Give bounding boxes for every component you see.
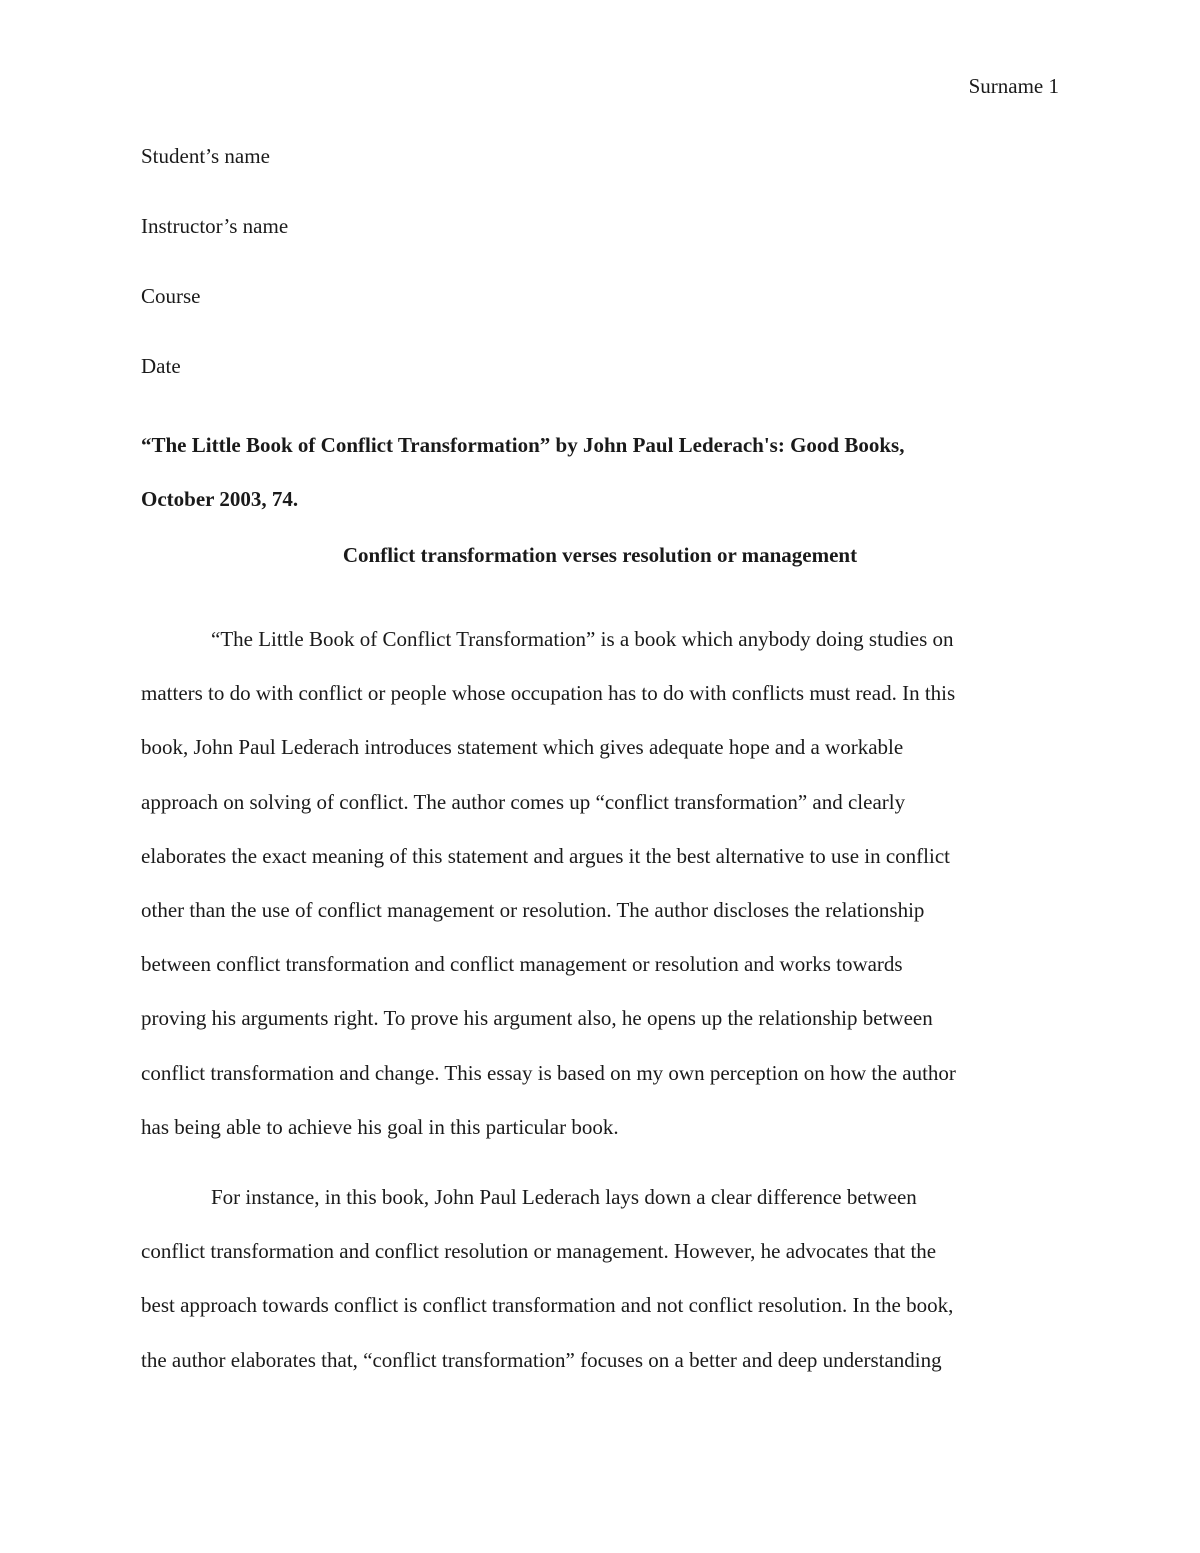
running-head: Surname 1 xyxy=(968,74,1059,98)
paragraph-line: matters to do with conflict or people whose occupation has to do with conflicts must read. In this xyxy=(141,681,956,706)
document-body xyxy=(141,141,1059,1387)
paragraph-line: elaborates the exact meaning of this statement and argues it the best alternative to use in conflict xyxy=(141,843,951,868)
paragraph-line: has being able to achieve his goal in this particular book. xyxy=(141,1114,619,1139)
student-name-line: Student’s name xyxy=(141,144,270,168)
paragraph-line: approach on solving of conflict. The author comes up “conflict transformation” and clearly xyxy=(141,789,906,814)
paragraph-line: conflict transformation and change. This essay is based on my own perception on how the author xyxy=(141,1060,956,1085)
essay-title-line-2: October 2003, 74. xyxy=(141,487,299,511)
paragraph-line: conflict transformation and conflict resolution or management. However, he advocates that the xyxy=(141,1239,937,1264)
instructor-name-line: Instructor’s name xyxy=(141,214,289,238)
essay-title xyxy=(141,418,1059,526)
paragraph-spacer xyxy=(141,1154,1059,1170)
essay-title-line-1: “The Little Book of Conflict Transformation” by John Paul Lederach's: Good Books, xyxy=(141,433,905,457)
course-line: Course xyxy=(141,284,201,308)
paragraph-line: between conflict transformation and conflict management or resolution and works towards xyxy=(141,952,903,977)
paragraph-1 xyxy=(141,612,1059,1154)
paragraph-line: other than the use of conflict management or resolution. The author discloses the relationship xyxy=(141,898,925,923)
paragraph-line: “The Little Book of Conflict Transformation” is a book which anybody doing studies on xyxy=(211,627,954,651)
paragraph-line: For instance, in this book, John Paul Lederach lays down a clear difference between xyxy=(211,1185,917,1210)
paragraph-line: book, John Paul Lederach introduces statement which gives adequate hope and a workable xyxy=(141,735,904,760)
paragraph-line: best approach towards conflict is conflict transformation and not conflict resolution. In the book, xyxy=(141,1293,954,1318)
paragraph-2 xyxy=(141,1170,1059,1387)
section-heading: Conflict transformation verses resolution or management xyxy=(342,543,858,567)
date-line: Date xyxy=(141,354,181,378)
paragraph-line: proving his arguments right. To prove his argument also, he opens up the relationship between xyxy=(141,1006,933,1031)
paragraph-line: the author elaborates that, “conflict transformation” focuses on a better and deep understanding xyxy=(141,1347,942,1372)
